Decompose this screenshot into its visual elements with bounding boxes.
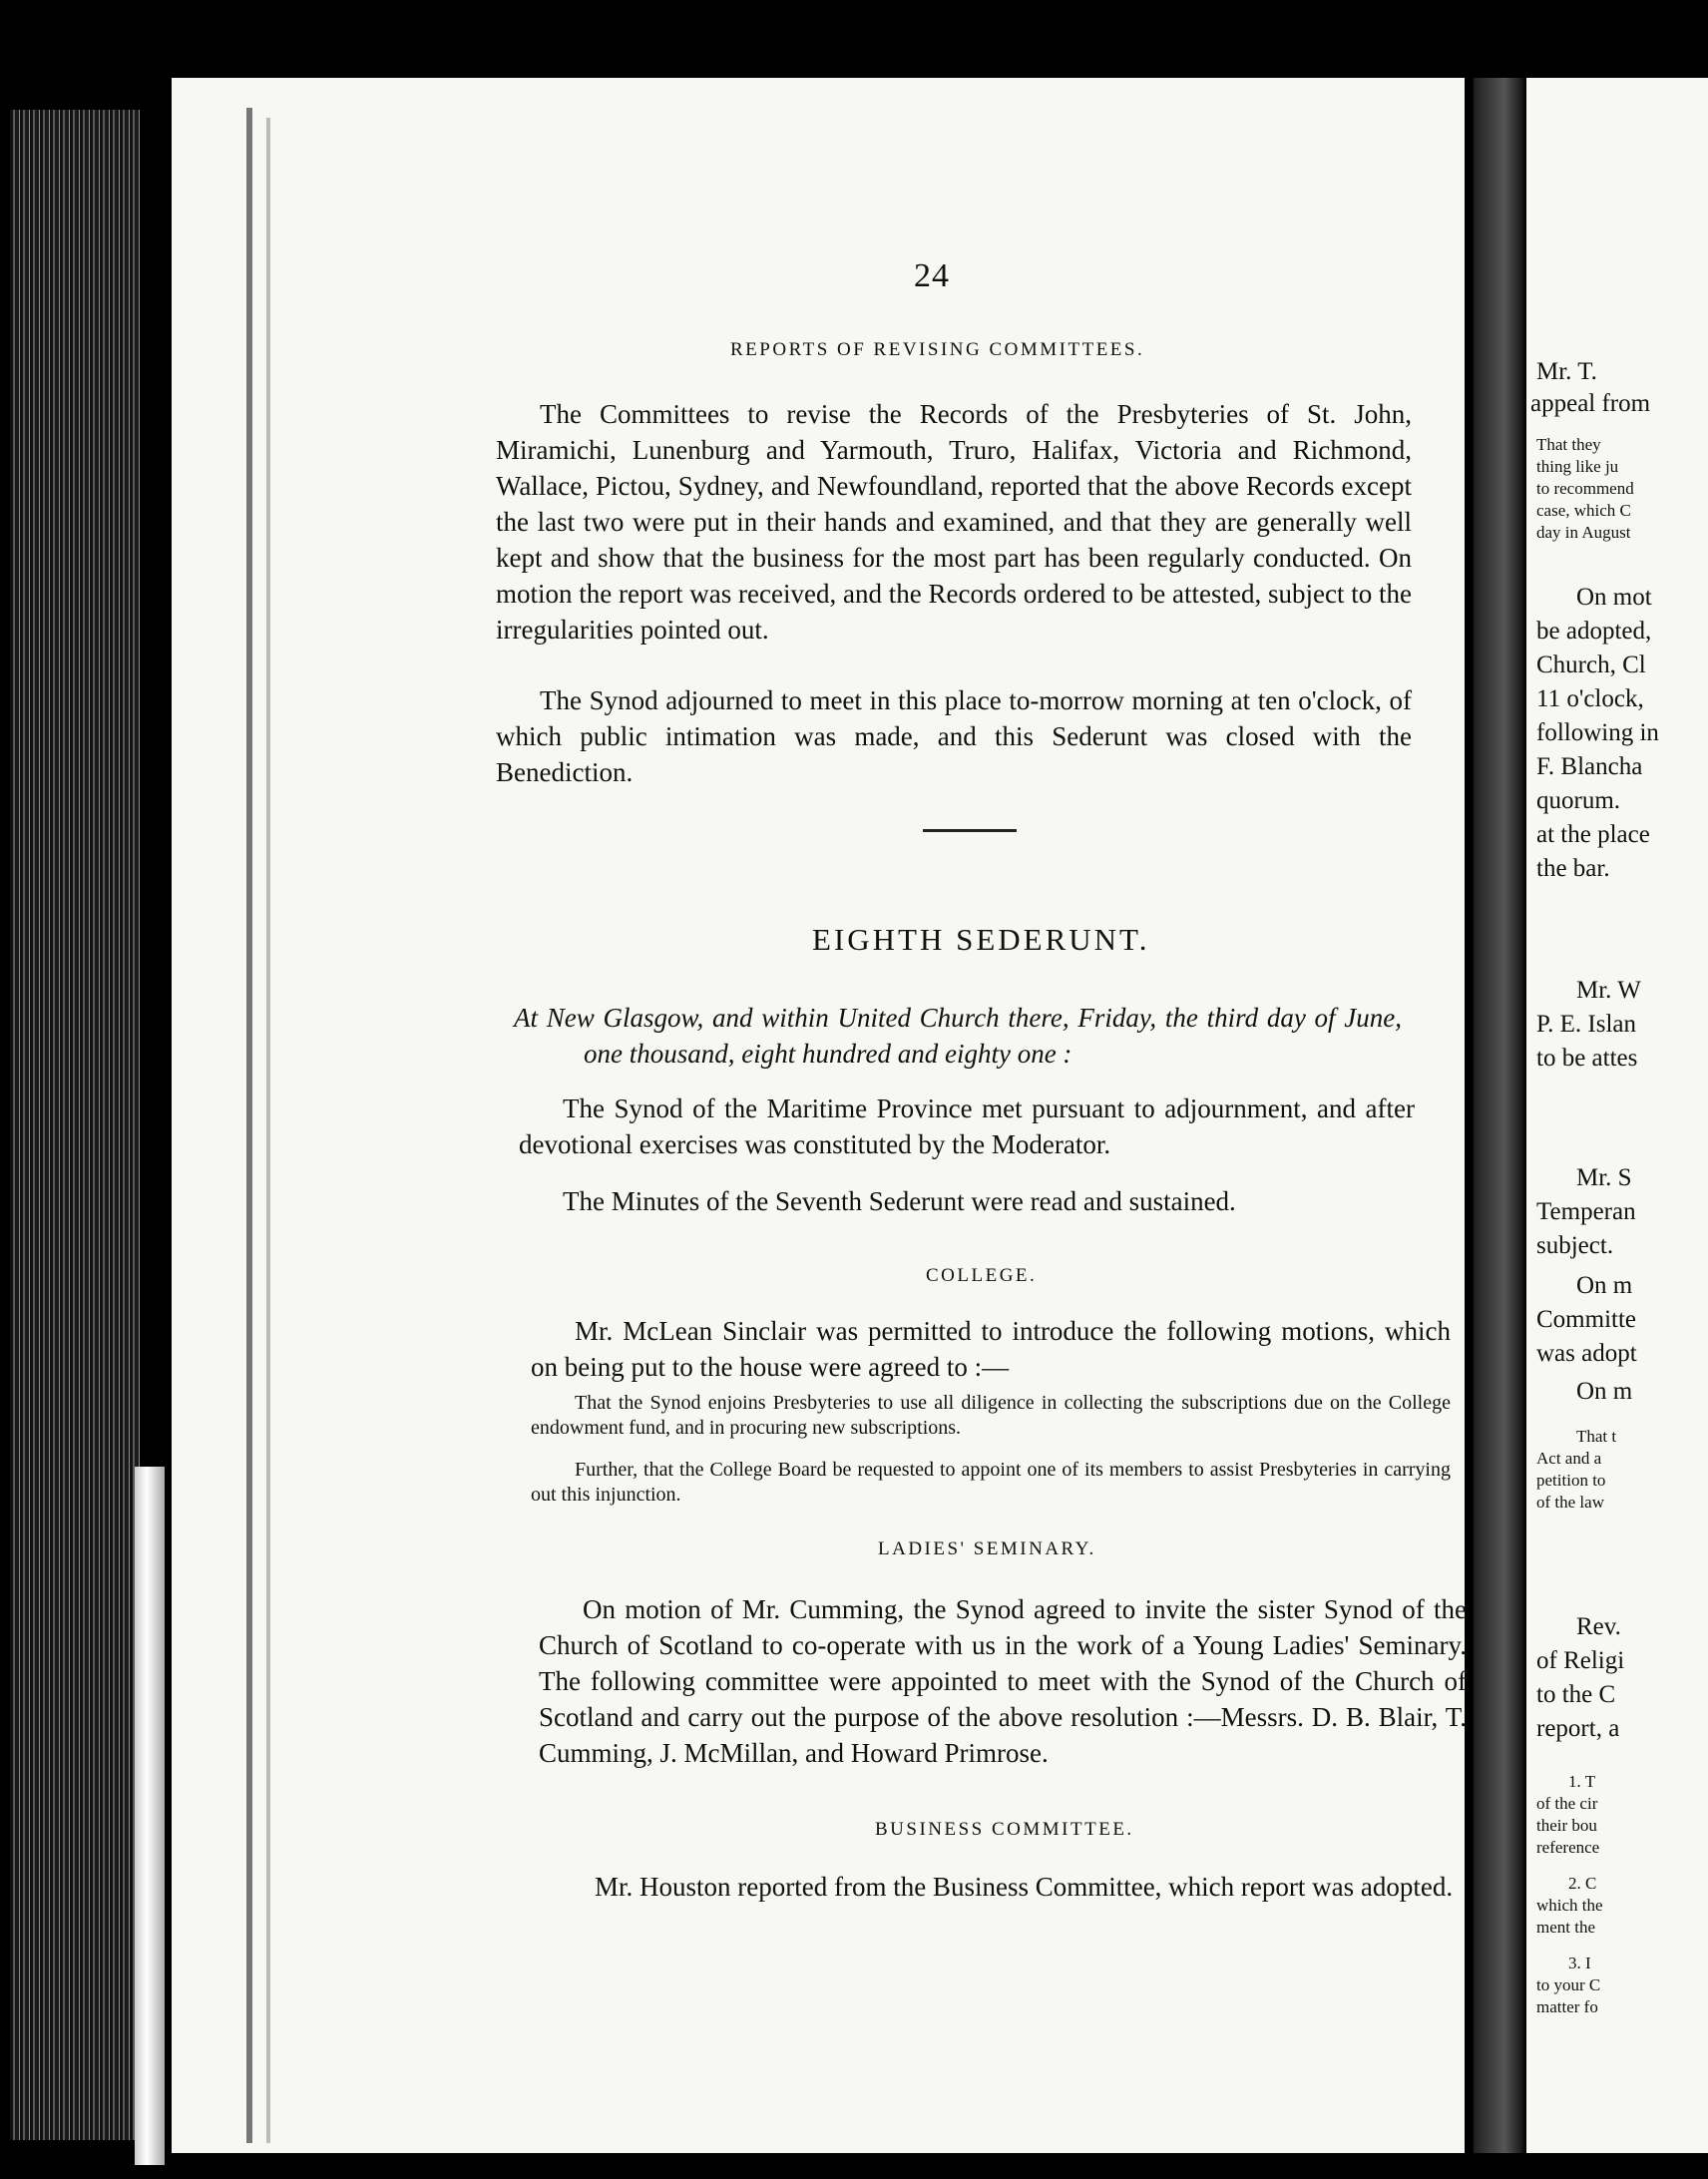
right-small-line: case, which C [1536, 501, 1631, 520]
right-page-fragment [1526, 78, 1708, 2153]
right-line: report, a [1536, 1715, 1620, 1742]
right-small-line: Act and a [1536, 1449, 1602, 1468]
section-heading-revising-committees: REPORTS OF REVISING COMMITTEES. [730, 339, 1145, 360]
sederunt-intro: At New Glasgow, and within United Church there, Friday, the third day of June, one thousand, eight hundred and eighty one : [514, 1003, 1402, 1069]
right-small-line: which the [1536, 1896, 1603, 1915]
right-small-line: reference [1536, 1838, 1600, 1857]
paragraph-business-committee: Mr. Houston reported from the Business Committee, which report was adopted. [595, 1872, 1454, 1902]
paragraph-revising-report: The Committees to revise the Records of the Presbyteries of St. John, Miramichi, Lunenburg and Yarmouth, Truro, Halifax, Victoria and Richmond, Wallace, Pictou, Sydney, and Newfoundland, reported that the above Records except the last two were put in their hands and examined, and that they are generally well kept and show that the business for the most part has been regularly conducted. On motion the report was received, and the Records ordered to be attested, subject to the irregularities pointed out. [496, 399, 1412, 645]
right-line: the bar. [1536, 855, 1610, 882]
right-small-line: to recommend [1536, 479, 1634, 498]
right-line: Temperan [1536, 1198, 1636, 1225]
college-motion-2: Further, that the College Board be requested to appoint one of its members to assist Presbyteries in carrying out this injunction. [531, 1459, 1451, 1506]
right-small-line: petition to [1536, 1471, 1606, 1490]
right-small-line: That they [1536, 435, 1601, 454]
right-small-line: day in August [1536, 523, 1631, 542]
right-line: quorum. [1536, 787, 1621, 814]
right-line: On mot [1576, 584, 1652, 611]
section-heading-college: COLLEGE. [926, 1265, 1038, 1286]
right-line: appeal from [1530, 390, 1651, 417]
right-line: following in [1536, 719, 1659, 746]
paragraph-adjournment: The Synod adjourned to meet in this place to-morrow morning at ten o'clock, of which public intimation was made, and this Sederunt was closed with the Benediction. [496, 685, 1412, 787]
sederunt-title: EIGHTH SEDERUNT. [812, 922, 1150, 957]
paragraph-minutes-read: The Minutes of the Seventh Sederunt were read and sustained. [563, 1186, 1236, 1216]
right-small-line: thing like ju [1536, 457, 1619, 476]
book-page-edges [10, 110, 140, 2140]
right-line: Church, Cl [1536, 652, 1646, 678]
right-line: 11 o'clock, [1536, 685, 1644, 712]
book-spine-tab [135, 1467, 165, 2165]
right-small-line: of the law [1536, 1493, 1604, 1512]
right-line: subject. [1536, 1232, 1614, 1259]
right-small-line: to your C [1536, 1975, 1601, 1994]
right-small-line: of the cir [1536, 1794, 1598, 1813]
right-line: Rev. [1576, 1613, 1621, 1640]
right-line: On m [1576, 1378, 1633, 1405]
book-gutter [1465, 78, 1526, 2153]
section-heading-business-committee: BUSINESS COMMITTEE. [875, 1819, 1134, 1840]
college-motion-1: That the Synod enjoins Presbyteries to use all diligence in collecting the subscriptions due on the College endowment fund, and in procuring new subscriptions. [531, 1392, 1451, 1439]
right-line: be adopted, [1536, 618, 1652, 645]
right-line: to be attes [1536, 1045, 1638, 1072]
paragraph-synod-met: The Synod of the Maritime Province met pursuant to adjournment, and after devotional exercises was constituted by the Moderator. [519, 1093, 1415, 1159]
page-number: 24 [914, 257, 950, 294]
right-line: On m [1576, 1272, 1633, 1299]
right-line: to the C [1536, 1681, 1616, 1708]
right-small-line: That t [1576, 1427, 1617, 1446]
right-small-line: matter fo [1536, 1997, 1598, 2016]
right-line: at the place [1536, 821, 1650, 848]
right-small-line: 1. T [1568, 1772, 1596, 1791]
right-line: Mr. S [1576, 1164, 1632, 1191]
right-line: of Religi [1536, 1647, 1625, 1674]
right-line: Committe [1536, 1306, 1636, 1333]
right-line: was adopt [1536, 1340, 1637, 1367]
right-small-line: ment the [1536, 1918, 1596, 1937]
right-small-line: 2. C [1568, 1874, 1597, 1893]
right-line: F. Blancha [1536, 753, 1643, 780]
right-line: P. E. Islan [1536, 1011, 1636, 1038]
right-line: Mr. W [1576, 977, 1641, 1004]
paragraph-college-motions: Mr. McLean Sinclair was permitted to introduce the following motions, which on being put to the house were agreed to :— [531, 1316, 1451, 1382]
right-small-line: their bou [1536, 1816, 1597, 1835]
section-heading-ladies-seminary: LADIES' SEMINARY. [878, 1538, 1096, 1559]
right-line: Mr. T. [1536, 358, 1597, 385]
paragraph-ladies-seminary: On motion of Mr. Cumming, the Synod agreed to invite the sister Synod of the Church of Scotland to co-operate with us in the work of a Young Ladies' Seminary. The following committee were appointed to meet with the Synod of the Church of Scotland and carry out the purpose of the above resolution :—Messrs. D. B. Blair, T. Cumming, J. McMillan, and Howard Primrose. [539, 1594, 1467, 1768]
right-small-line: 3. I [1568, 1954, 1591, 1972]
section-divider [923, 829, 1017, 832]
